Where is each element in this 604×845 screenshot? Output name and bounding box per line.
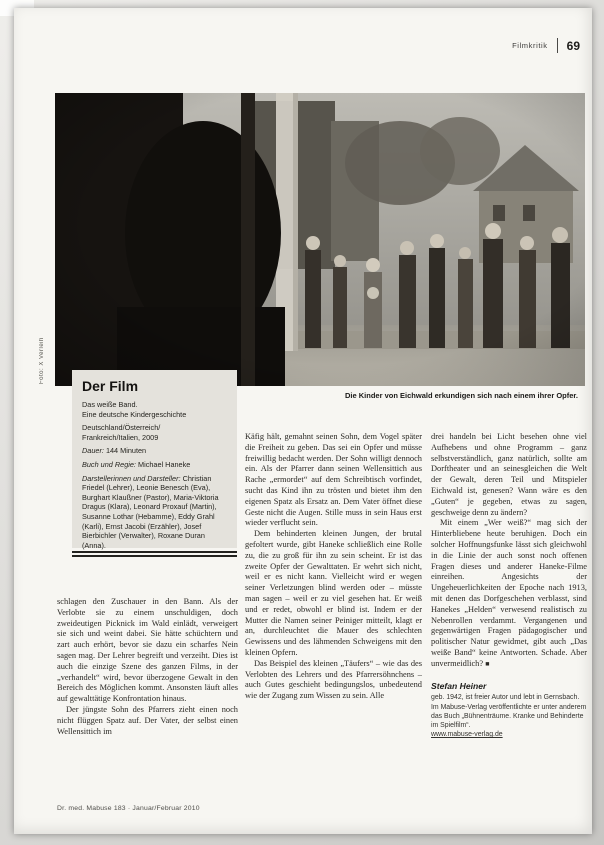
film-direction-value: Michael Haneke — [138, 459, 191, 469]
article-paragraph: Dem behinderten kleinen Jungen, der brutal gefoltert wurde, gibt Haneke schließlich eine Rolle zu, die zu groß für ihn zu sein scheint. Er ist das zweite Opfer der Gewalttaten. Er wehrt sich nicht, weil er es nicht kann. Vielleicht wird er wegen seiner Verletzungen blind werden oder – müsste man sagen – weil er zu viel gesehen hat. Er weiß und er redet, obwohl er blind ist. Indem er der Mutter die Namen seiner Peiniger mitteilt, klagt er an, durchleuchtet die Mauer des schlechten Gewissens und des lähmenden Schweigens mit den kleinen Opfern. — [245, 529, 422, 657]
film-direction-label: Buch und Regie: — [82, 459, 136, 469]
article-column-1 — [57, 597, 238, 799]
article-column-3 — [431, 432, 587, 802]
film-cast — [82, 474, 227, 551]
page-footer: Dr. med. Mabuse 183 · Januar/Februar 2010 — [57, 805, 200, 812]
film-countries-1: Deutschland/Österreich/ — [82, 423, 161, 433]
article-paragraph: drei handeln bei Licht besehen ohne viel Aufhebens und ohne Programm – ganz selbstverständlich, ganz natürlich, sollte am Dorftheater und an seinesgleichen die Welt der Gewalt, deren Teil und Mitspieler Eichwald ist, genesen? Wann wäre es den „Guten“ je gegeben, etwas zu sagen, geschweige denn zu ändern? — [431, 432, 587, 517]
article-paragraph-text: Mit einem „Wer weiß?“ mag sich der Hinterbliebene heute beruhigen. Doch ein solcher Hoffnungsfunke lässt sich gleichwohl in die Linie der auch sonst noch offenen Fragen dieses und anderer Haneke-Filme einreihen. Angesichts der Ungeheuerlichkeiten der Epoche nach 1913, mit denen das Dorfgeschehen verblasst, sind Hanekes „Helden“ verwesend realistisch zu Nebenrollen verdammt. Vergangenen und gegenwärtigen Fragen pädagogischer und politischer Natur gewidmet, gibt auch „Das weiße Band“ keine Antworten. Schade. Aber unvermeidlich? — [431, 518, 587, 668]
article-paragraph: schlagen den Zuschauer in den Bann. Als der Verlobte sie zu einem unschuldigen, doch zweideutigen Picknick im Wald einlädt, verweigert sie sich und weint dabei. Sie hätte schüchtern und zart auch erhört, bevor sie dazu ein scharfes Nein sagen mag. Der Lehrer begreift und verzeiht. Dies ist auch die einzige Szene des ganzen Films, in der „verhandelt“ wird, bevor überzogene Gewalt in den Bereich des Möglichen kommt. Ansonsten läuft alles auf gewalttätige Konfrontation hinaus. — [57, 597, 238, 704]
film-subtitle: Eine deutsche Kindergeschichte — [82, 409, 187, 419]
author-block — [431, 681, 587, 740]
film-cast-value: Christian Friedel (Lehrer), Leonie Benesch (Eva), Burghart Klaußner (Pastor), Maria-Viktoria Dragus (Klara), Leonard Proxauf (Martin), Susanne Lothar (Hebamme), Eddy Grahl (Karli), Ernst Jacobi (Erzähler), Josef Bierbichler (Verwalter), Roxane Duran (Anna). — [82, 473, 219, 550]
film-countries-2: Frankreich/Italien, 2009 — [82, 432, 159, 442]
page-header — [512, 38, 580, 53]
author-name: Stefan Heiner — [431, 680, 487, 691]
film-box-title: Der Film — [82, 378, 139, 394]
author-bio-text: geb. 1942, ist freier Autor und lebt in Gernsbach. Im Mabuse-Verlag veröffentlichte er unter anderem das Buch „Bühnenträume. Kranke und Behinderte im Spielfilm“. — [431, 694, 587, 729]
page-number: 69 — [566, 38, 580, 53]
film-duration — [82, 446, 227, 456]
article-column-2 — [245, 432, 422, 802]
end-of-article-marker: ■ — [485, 660, 490, 668]
photo-credit: Foto: X Verleih — [39, 337, 45, 384]
film-still-photo — [55, 93, 585, 386]
section-title: Filmkritik — [512, 41, 548, 50]
film-direction — [82, 460, 227, 470]
article-paragraph: Der jüngste Sohn des Pfarrers zieht einen noch nicht flüggen Spatz auf. Der Vater, der selbst einen Wellensittich im — [57, 704, 238, 736]
author-bio — [431, 693, 587, 739]
author-link[interactable]: www.mabuse-verlag.de — [431, 731, 503, 739]
film-cast-label: Darstellerinnen und Darsteller: — [82, 473, 181, 483]
film-duration-value: 144 Minuten — [105, 446, 147, 456]
magazine-page — [14, 8, 592, 834]
article-paragraph — [431, 518, 587, 670]
film-info-box — [72, 370, 237, 548]
header-divider — [557, 38, 558, 53]
article-paragraph: Das Beispiel des kleinen „Täufers“ – wie das des Verlobten des Lehrers und des Pfarrersöhnchens – auch Gutes geschieht bedingungslos, unbedeutend wie der Zugang zum Wissen zu sein. Alle — [245, 658, 422, 701]
film-title: Das weiße Band. — [82, 400, 138, 409]
film-duration-label: Dauer: — [82, 446, 104, 456]
photo-vignette — [55, 93, 585, 386]
film-still-illustration — [55, 93, 585, 386]
article-paragraph: Käfig hält, gemahnt seinen Sohn, dem Vogel später die Freiheit zu geben. Das sei ein Opfer und müsse freiwillig bedacht werden. Der Sohn willigt dennoch ein. Als der Pfarrer dann seinen Wellensittich aus Rache „ermordet“ auf dem Schreibtisch vorfindet, sucht das Kind ihn zu trösten und bietet ihm den eigenen Spatz als Ersatz an. Dem Vater öffnet diese Geste nicht die Augen. Stille muss in sein Haus erst wieder verflucht sein. — [245, 432, 422, 528]
photo-caption: Die Kinder von Eichwald erkundigen sich nach einem ihrer Opfer. — [345, 391, 578, 400]
film-box-rule — [72, 551, 237, 557]
